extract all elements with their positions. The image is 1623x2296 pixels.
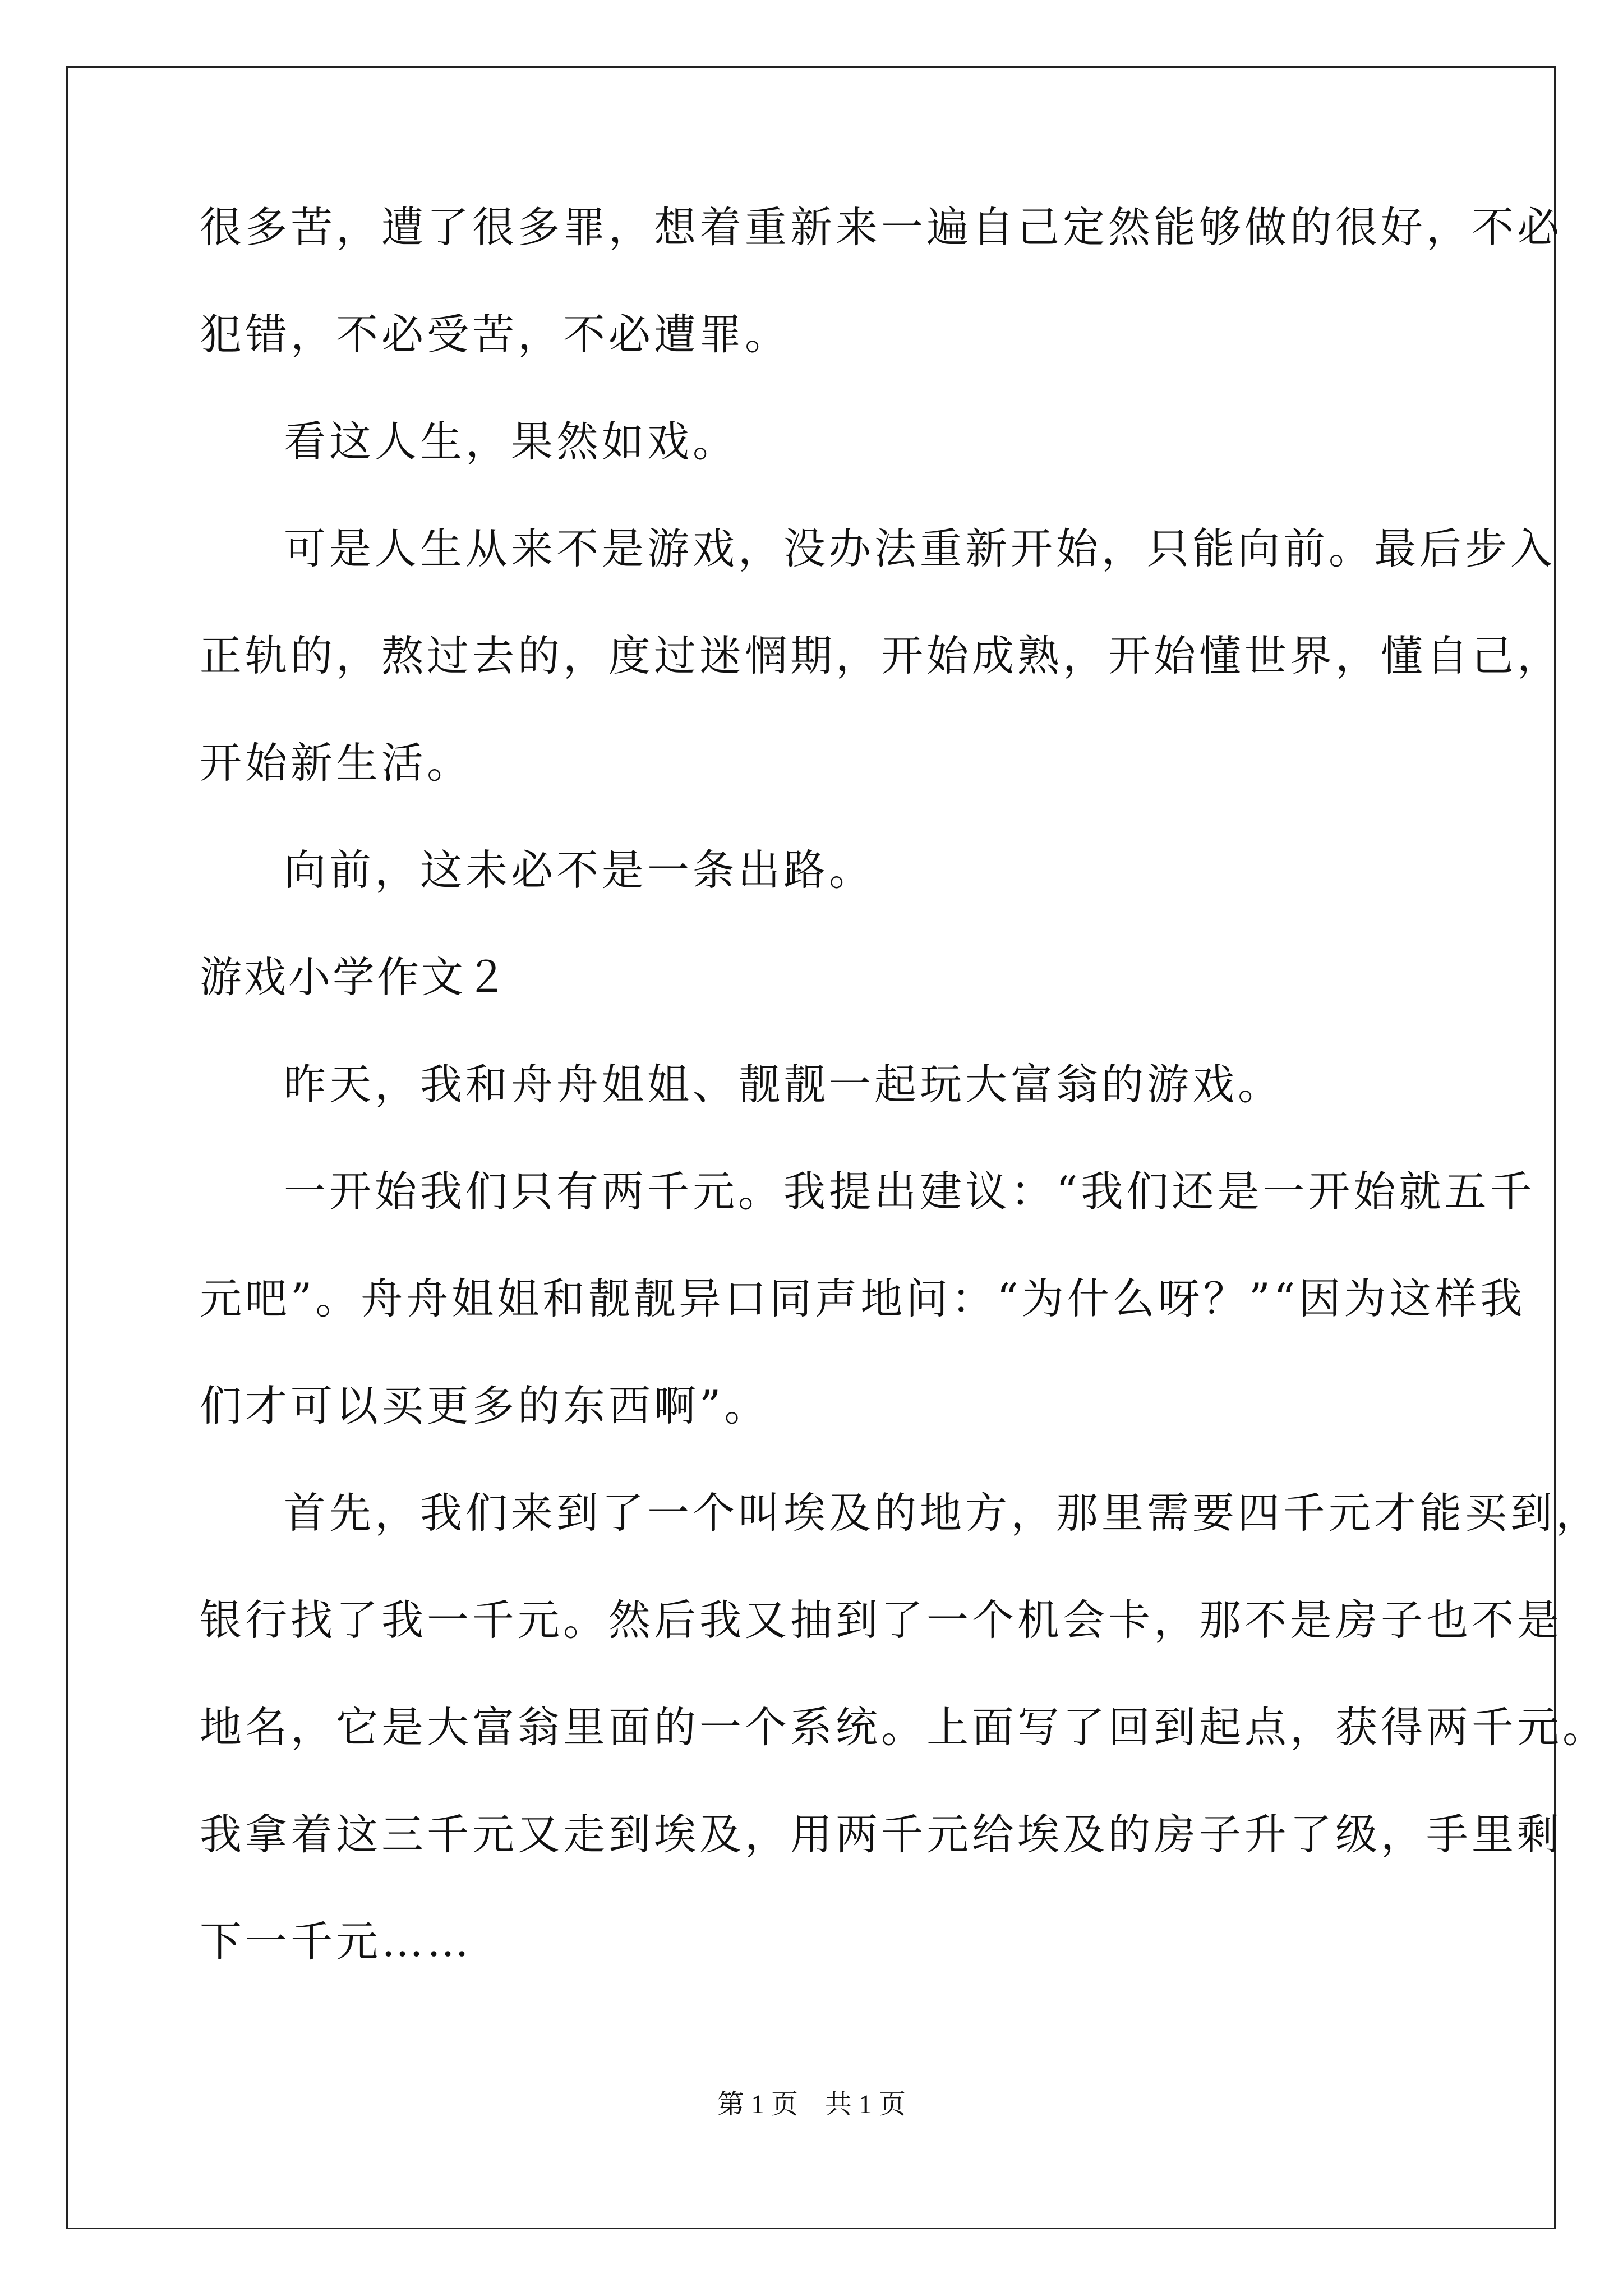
paragraph-line: 正轨的，熬过去的，度过迷惘期，开始成熟，开始懂世界，懂自己， [200, 631, 1563, 680]
paragraph-line: 地名，它是大富翁里面的一个系统。上面写了回到起点，获得两千元。 [200, 1703, 1608, 1752]
page-footer [0, 2088, 1623, 2122]
paragraph-line: 我拿着这三千元又走到埃及，用两千元给埃及的房子升了级，手里剩 [200, 1810, 1563, 1859]
paragraph-line: 首先，我们来到了一个叫埃及的地方，那里需要四千元才能买到， [284, 1488, 1602, 1538]
paragraph-line: 可是人生从来不是游戏，没办法重新开始，只能向前。最后步入 [284, 524, 1556, 573]
paragraph-line: 犯错，不必受苦，不必遭罪。 [200, 310, 791, 359]
paragraph-line: 们才可以买更多的东西啊”。 [200, 1381, 770, 1430]
paragraph-line: 开始新生活。 [200, 738, 473, 788]
paragraph-line: 元吧”。舟舟姐姐和靓靓异口同声地问：“为什么呀？”“因为这样我 [200, 1274, 1526, 1323]
paragraph-line: 昨天，我和舟舟姐姐、靓靓一起玩大富翁的游戏。 [284, 1060, 1284, 1109]
paragraph-line: 银行找了我一千元。然后我又抽到了一个机会卡，那不是房子也不是 [200, 1595, 1563, 1645]
paragraph-line: 很多苦，遭了很多罪，想着重新来一遍自己定然能够做的很好，不必 [200, 203, 1563, 252]
paragraph-line: 下一千元…… [200, 1917, 473, 1966]
paragraph-line: 看这人生，果然如戏。 [284, 417, 739, 466]
section-heading: 游戏小学作文２ [200, 953, 510, 1002]
paragraph-line: 向前，这未必不是一条出路。 [284, 845, 875, 895]
page-number-label: 第 1 页 共 1 页 [717, 2090, 906, 2119]
paragraph-line: 一开始我们只有两千元。我提出建议：“我们还是一开始就五千 [284, 1167, 1536, 1216]
document-body [200, 202, 1608, 1967]
